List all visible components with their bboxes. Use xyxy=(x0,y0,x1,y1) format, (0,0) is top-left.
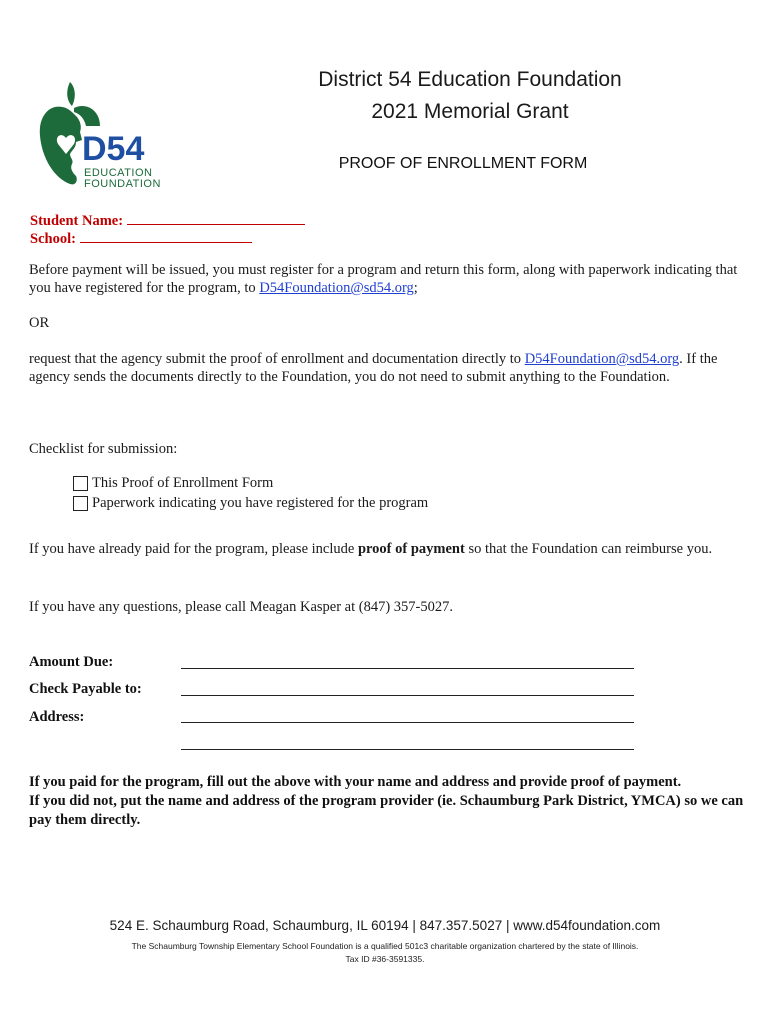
checkbox[interactable] xyxy=(73,476,88,491)
instructions-paragraph xyxy=(29,261,754,297)
school-field[interactable] xyxy=(80,230,252,243)
footer-contact: 524 E. Schaumburg Road, Schaumburg, IL 60194 | 847.357.5027 | www.d54foundation.com xyxy=(109,918,661,933)
proof-of-payment-text: proof of payment xyxy=(357,541,465,557)
para1-end: ; xyxy=(413,280,418,296)
para2-text: request that the agency submit the proof of enrollment and documentation directly to xyxy=(29,351,525,367)
checklist-title: Checklist for submission: xyxy=(29,441,178,457)
foundation-logo xyxy=(36,80,171,190)
student-name-label: Student Name: xyxy=(30,213,124,229)
logo-d54-text: D54 xyxy=(82,130,145,168)
checklist-item[interactable] xyxy=(73,495,428,512)
payment-paragraph xyxy=(29,538,754,560)
student-name-field[interactable] xyxy=(127,212,305,225)
payment-notice xyxy=(29,773,754,830)
page-subtitle: 2021 Memorial Grant xyxy=(371,100,569,123)
amount-due-label: Amount Due: xyxy=(29,654,114,670)
check-payable-field[interactable] xyxy=(181,695,634,696)
check-payable-label: Check Payable to: xyxy=(29,681,142,697)
address-label: Address: xyxy=(29,709,85,725)
logo-education-text: EDUCATION xyxy=(84,167,153,179)
para2-end: . If the agency sends the documents directly to the Foundation, you do not need to submit anything to the Foundation. xyxy=(29,351,718,385)
school-label: School: xyxy=(30,231,76,247)
amount-due-field[interactable] xyxy=(181,668,634,669)
para1-text: Before payment will be issued, you must register for a program and return this form, along with paperwork indicating that you have registered for the program, to xyxy=(29,262,738,296)
checkbox[interactable] xyxy=(73,496,88,511)
notice-line2: If you did not, put the name and address of the program provider (ie. Schaumburg Park District, YMCA) so we can pay them directly. xyxy=(29,793,744,828)
email-link[interactable]: D54Foundation@sd54.org xyxy=(259,280,414,296)
footer-tax-id: Tax ID #36-3591335. xyxy=(345,954,425,964)
student-name-row xyxy=(30,212,305,230)
para3-text: If you have already paid for the program, please include xyxy=(29,541,358,557)
questions-paragraph: If you have any questions, please call Meagan Kasper at (847) 357-5027. xyxy=(29,599,453,615)
checklist-item-label: Paperwork indicating you have registered for the program xyxy=(92,495,429,511)
school-row xyxy=(30,230,252,248)
apple-head-logo-icon xyxy=(36,80,171,190)
form-title: PROOF OF ENROLLMENT FORM xyxy=(338,155,588,172)
address-field-line1[interactable] xyxy=(181,722,634,723)
agency-paragraph xyxy=(29,350,754,386)
footer-legal: The Schaumburg Township Elementary School Foundation is a qualified 501c3 charitable organization chartered by the state of Illinois. xyxy=(131,941,639,951)
logo-foundation-text: FOUNDATION xyxy=(84,178,161,190)
checklist-item-label: This Proof of Enrollment Form xyxy=(92,475,274,491)
page-title: District 54 Education Foundation xyxy=(318,68,622,91)
email-link-agency[interactable]: D54Foundation@sd54.org xyxy=(524,351,680,367)
address-field-line2[interactable] xyxy=(181,749,634,750)
notice-line1: If you paid for the program, fill out the above with your name and address and provide proof of payment. xyxy=(29,774,682,790)
para3-end: so that the Foundation can reimburse you. xyxy=(464,541,713,557)
or-separator: OR xyxy=(29,315,50,331)
checklist-item[interactable] xyxy=(73,475,273,492)
